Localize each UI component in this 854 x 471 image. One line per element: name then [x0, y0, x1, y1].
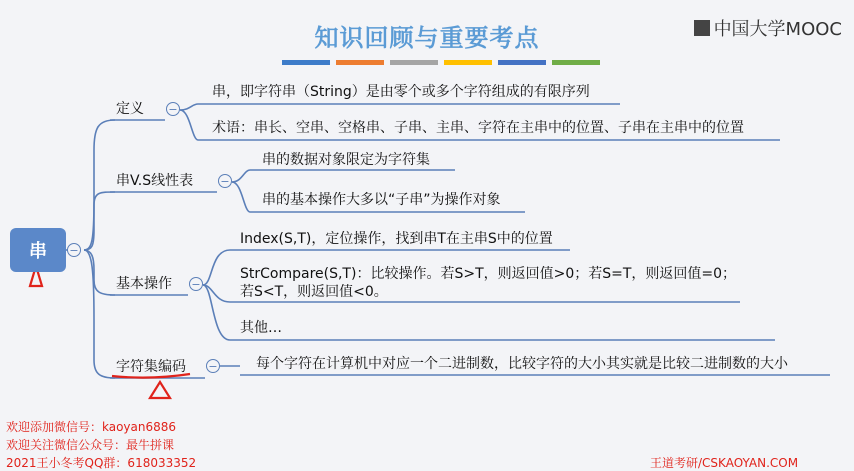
collapse-icon[interactable]: −	[189, 277, 203, 291]
mooc-logo-text: 中国大学MOOC	[713, 19, 842, 40]
branch-charset-encoding[interactable]: 字符集编码	[116, 359, 186, 375]
leaf-ops-strcompare-2: 若S<T，则返回值<0。	[240, 284, 388, 300]
branch-definition[interactable]: 定义	[116, 101, 144, 117]
collapse-icon[interactable]: −	[218, 174, 232, 188]
leaf-vs-1: 串的数据对象限定为字符集	[262, 152, 430, 168]
watermark: 王道考研/CSKAOYAN.COM	[650, 456, 799, 470]
leaf-ops-strcompare-1: StrCompare(S,T)：比较操作。若S>T，则返回值>0；若S=T，则返回值=0；	[240, 266, 737, 282]
collapse-icon[interactable]: −	[206, 359, 220, 373]
page-title: 知识回顾与重要考点	[314, 24, 540, 52]
leaf-definition-1: 串，即字符串（String）是由零个或多个字符组成的有限序列	[212, 84, 590, 100]
branch-string-vs-list[interactable]: 串V.S线性表	[116, 173, 194, 189]
footer-line-2: 欢迎关注微信公众号：最牛拼课	[6, 438, 175, 452]
collapse-icon[interactable]: −	[166, 102, 180, 116]
collapse-icon[interactable]: −	[67, 243, 81, 257]
leaf-ops-index: Index(S,T)，定位操作，找到串T在主串S中的位置	[240, 231, 553, 247]
leaf-encoding-1: 每个字符在计算机中对应一个二进制数，比较字符的大小其实就是比较二进制数的大小	[256, 356, 788, 372]
branch-basic-ops[interactable]: 基本操作	[116, 276, 172, 292]
leaf-definition-2: 术语：串长、空串、空格串、子串、主串、字符在主串中的位置、子串在主串中的位置	[212, 120, 744, 136]
footer-line-3: 2021王小冬考QQ群：618033352	[6, 456, 197, 470]
footer-line-1: 欢迎添加微信号：kaoyan6886	[6, 420, 177, 434]
mindmap-root[interactable]: 串	[10, 228, 66, 272]
leaf-ops-other: 其他…	[240, 320, 282, 336]
leaf-vs-2: 串的基本操作大多以“子串”为操作对象	[262, 192, 501, 208]
